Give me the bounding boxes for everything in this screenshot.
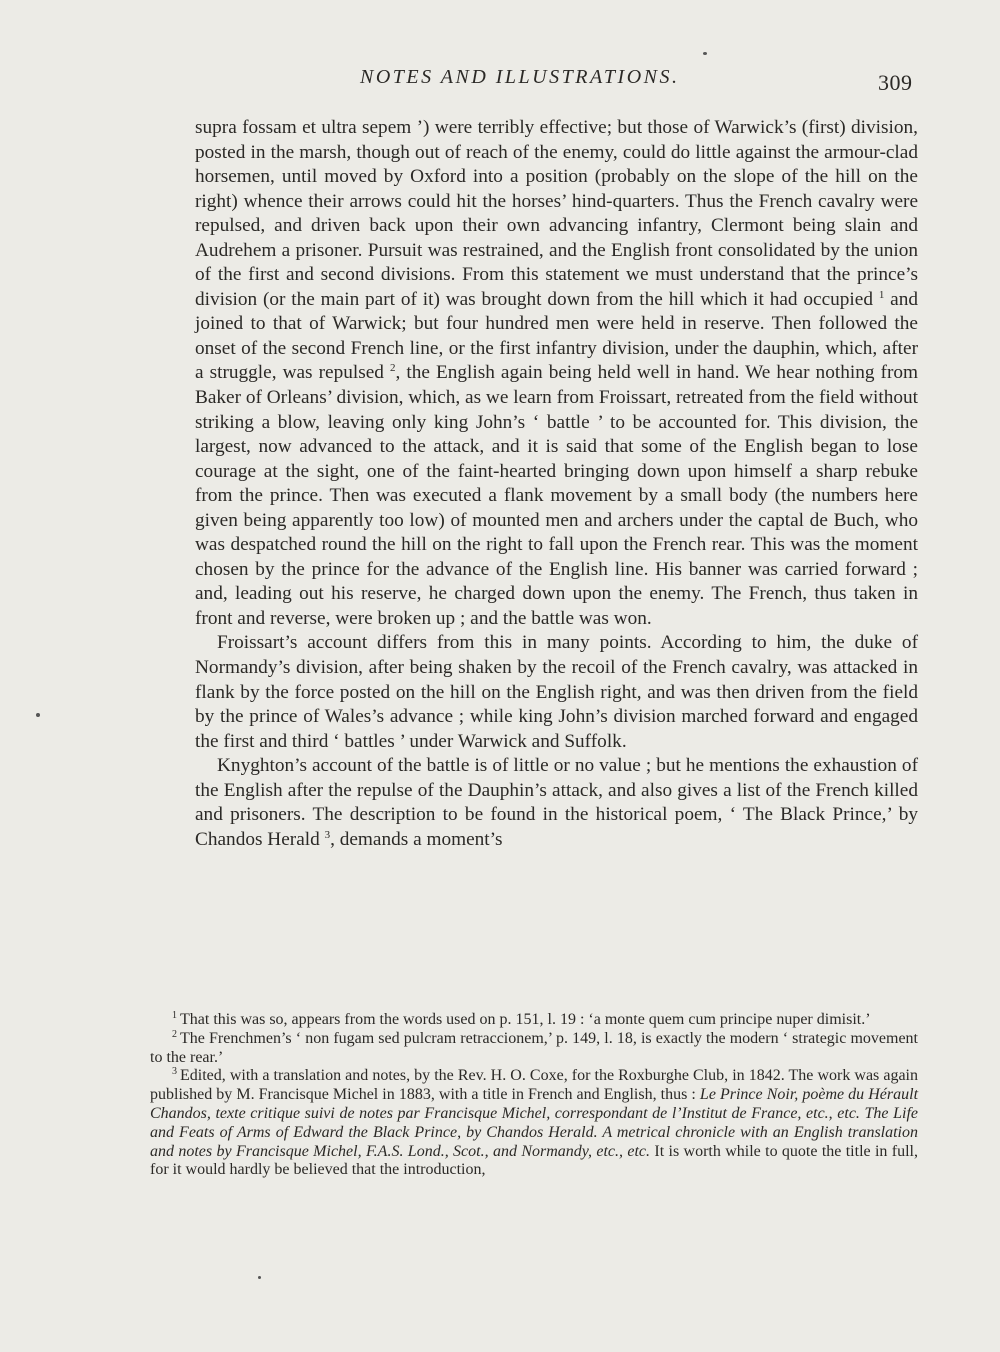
text-run: It is worth while to quote the title in full, for it would hardly be believed that the introduction, xyxy=(150,1142,919,1179)
text-run: The Frenchmen’s ‘ non fugam sed pulcram retraccionem,’ p. 149, l. 18, is exactly the modern ‘ strategic movement to the rear.’ xyxy=(150,1029,918,1066)
ink-speck xyxy=(36,713,40,717)
footnote-reference: 3 xyxy=(324,828,331,841)
footnote-reference: 2 xyxy=(389,362,396,375)
footnote-number: 2 xyxy=(172,1028,177,1040)
paragraph xyxy=(195,116,918,631)
running-head-title: NOTES AND ILLUSTRATIONS. xyxy=(360,66,680,88)
footnote-number: 3 xyxy=(172,1066,177,1078)
footnote xyxy=(150,1067,918,1180)
footnotes xyxy=(150,1011,918,1180)
footnote-reference: 1 xyxy=(878,288,885,301)
paragraph xyxy=(195,631,918,754)
ink-speck xyxy=(703,52,707,55)
text-run: and joined to that of Warwick; but four hundred men were held in reserve. Then followed the onset of the second French line, or the first infantry division, under the dauphin, which, after a struggle, was repulsed xyxy=(195,288,918,384)
paragraph xyxy=(195,754,918,852)
ink-speck xyxy=(258,1276,261,1279)
footnote xyxy=(150,1030,918,1068)
text-run: supra fossam et ultra sepem ’) were terribly effective; but those of Warwick’s (first) division, posted in the marsh, though out of reach of the enemy, could do little against the armour-clad horsemen, until moved by Oxford into a position (probably on the slope of the hill on the right) whence their arrows could hit the horses’ hind-quarters. Thus the French cavalry were repulsed, and driven back upon their own advancing infantry, Clermont being slain and Audrehem a prisoner. Pursuit was restrained, and the English front consolidated by the union of the first and second divisions. From this statement we must understand that the prince’s division (or the main part of it) was brought down from the hill which it had occupied xyxy=(195,117,918,310)
text-run: , demands a moment’s xyxy=(330,828,503,850)
text-run: Knyghton’s account of the battle is of little or no value ; but he mentions the exhaustion of the English after the repulse of the Dauphin’s attack, and also gives a list of the French killed and prisoners. The description to be found in the historical poem, ‘ The Black Prince,’ by Chandos Herald xyxy=(195,755,918,850)
running-head xyxy=(0,66,1000,96)
body-text xyxy=(195,116,918,852)
text-run: , the English again being held well in hand. We hear nothing from Baker of Orleans’ division, which, as we learn from Froissart, retreated from the field without striking a blow, leaving only king John’s ‘ battle ’ to be accounted for. This division, the largest, now advanced to the attack, and it is said that some of the English began to lose courage at the sight, one of the faint-hearted bringing down upon himself a sharp rebuke from the prince. Then was executed a flank movement by a small body (the numbers here given being apparently too low) of mounted men and archers under the captal de Buch, who was despatched round the hill on the right to fall upon the French rear. This was the moment chosen by the prince for the advance of the English line. His banner was carried forward ; and, leading out his reserve, he charged down upon the enemy. The French, thus taken in front and reverse, were broken up ; and the battle was won. xyxy=(195,362,919,629)
footnote-number: 1 xyxy=(172,1010,177,1021)
text-run: Froissart’s account differs from this in many points. According to him, the duke of Normandy’s division, after being shaken by the recoil of the French cavalry, was attacked in flank by the force posted on the hill on the English right, and was then driven from the field by the prince of Wales’s advance ; while king John’s division marched forward and engaged the first and third ‘ battles ’ under Warwick and Suffolk. xyxy=(195,632,918,752)
text-run: Edited, with a translation and notes, by the Rev. H. O. Coxe, for the Roxburghe Club, in 1842. The work was again published by M. Francisque Michel in 1883, with a title in French and English, thus : xyxy=(150,1067,918,1104)
text-run: That this was so, appears from the words used on p. 151, l. 19 : ‘a monte quem cum principe nuper dimisit.’ xyxy=(180,1011,871,1028)
page-number: 309 xyxy=(878,70,913,95)
footnote xyxy=(150,1011,918,1030)
italic-text: Le Prince Noir, poème du Hérault Chandos, texte critique suivi de notes par Francisque Michel, correspondant de l’Institut de France, etc., etc. The Life and Feats of Arms of Edward the Black Prince, by Chandos Herald. A metrical chronicle with an English translation and notes by Francisque Michel, F.A.S. Lond., Scot., and Normandy, etc., etc. xyxy=(150,1086,919,1160)
